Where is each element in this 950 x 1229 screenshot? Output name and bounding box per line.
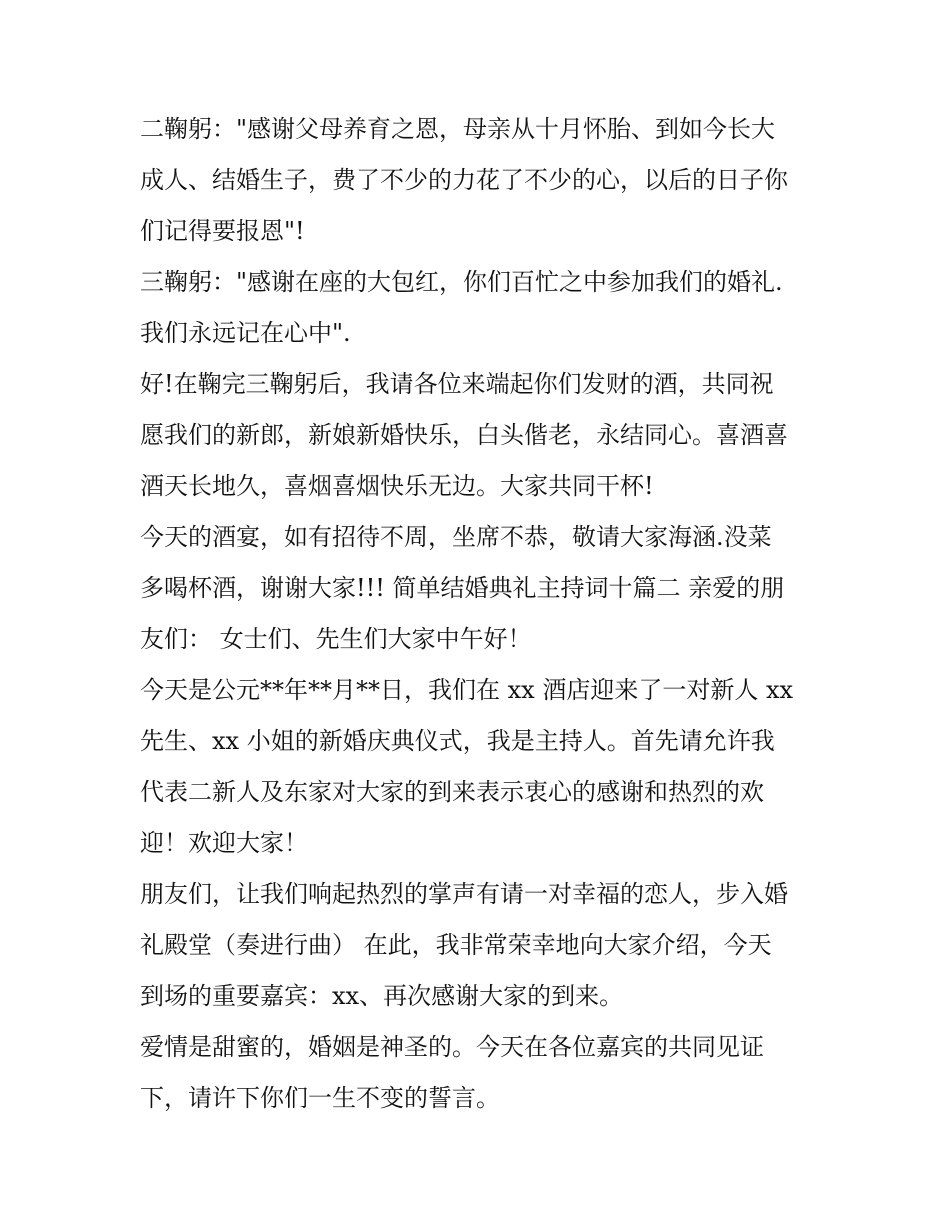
text-line: 们记得要报恩"! — [140, 217, 305, 245]
document-body — [140, 104, 815, 1124]
text-line: 迎！欢迎大家！ — [140, 829, 308, 857]
text-line: 多喝杯酒，谢谢大家!!! 简单结婚典礼主持词十篇二 亲爱的朋 — [140, 574, 785, 602]
text-line: 三鞠躬："感谢在座的大包红，你们百忙之中参加我们的婚礼. — [140, 268, 783, 296]
text-line: 今天是公元**年**月**日，我们在 xx 酒店迎来了一对新人 xx — [140, 676, 794, 704]
text-line: 下，请许下你们一生不变的誓言。 — [140, 1084, 500, 1112]
text-line: 愿我们的新郎，新娘新婚快乐，白头偕老，永结同心。喜酒喜 — [140, 421, 788, 449]
text-line: 二鞠躬："感谢父母养育之恩，母亲从十月怀胎、到如今长大 — [140, 115, 776, 143]
text-line: 代表二新人及东家对大家的到来表示衷心的感谢和热烈的欢 — [140, 778, 764, 806]
text-line: 到场的重要嘉宾：xx、再次感谢大家的到来。 — [140, 982, 624, 1010]
text-line: 友们： 女士们、先生们大家中午好！ — [140, 625, 532, 653]
text-line: 酒天长地久，喜烟喜烟快乐无边。大家共同干杯! — [140, 472, 654, 500]
text-line: 礼殿堂（奏进行曲） 在此，我非常荣幸地向大家介绍，今天 — [140, 931, 772, 959]
text-line: 先生、xx 小姐的新婚庆典仪式，我是主持人。首先请允许我 — [140, 727, 775, 755]
text-line: 朋友们，让我们响起热烈的掌声有请一对幸福的恋人，步入婚 — [140, 880, 788, 908]
text-line: 好!在鞠完三鞠躬后，我请各位来端起你们发财的酒，共同祝 — [140, 370, 774, 398]
text-line: 爱情是甜蜜的，婚姻是神圣的。今天在各位嘉宾的共同见证 — [140, 1033, 764, 1061]
text-line: 我们永远记在心中". — [140, 319, 351, 347]
text-line: 今天的酒宴，如有招待不周，坐席不恭，敬请大家海涵.没菜 — [140, 523, 772, 551]
text-line: 成人、结婚生子，费了不少的力花了不少的心，以后的日子你 — [140, 166, 788, 194]
